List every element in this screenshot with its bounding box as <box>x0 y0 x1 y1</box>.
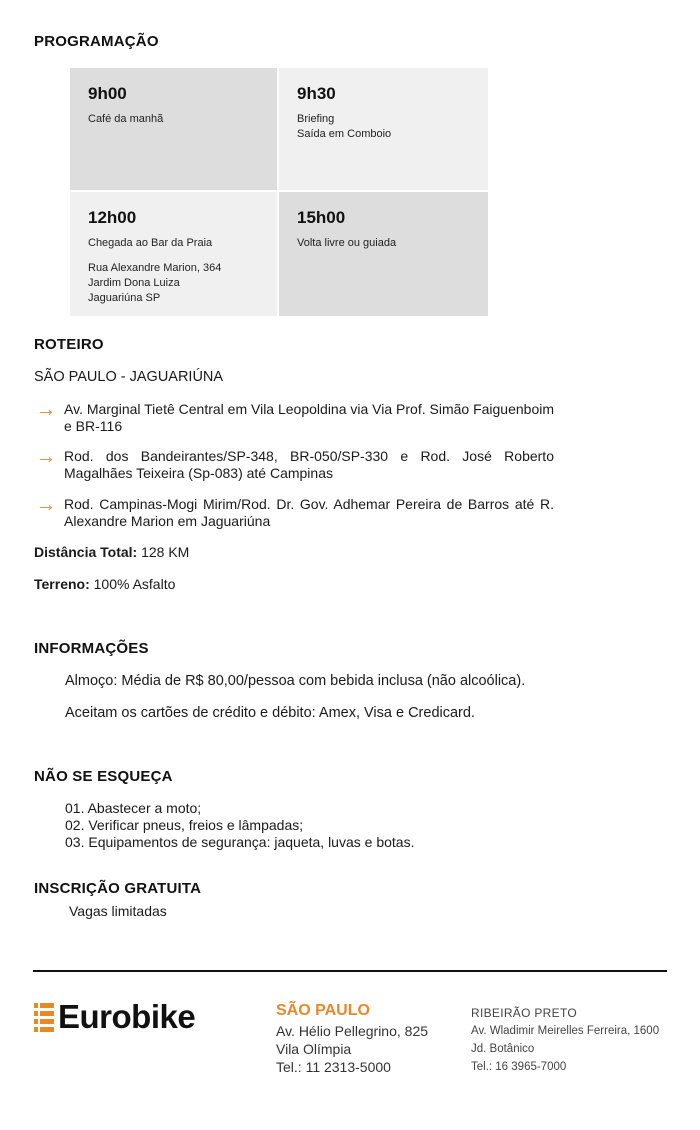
address-ribeirao-preto <box>471 1004 659 1076</box>
inscricao-text: Vagas limitadas <box>69 903 167 919</box>
checklist-item: 02. Verificar pneus, freios e lâmpadas; <box>65 817 304 833</box>
address-line: Jd. Botânico <box>471 1043 535 1055</box>
checklist-item: 01. Abastecer a moto; <box>65 800 202 816</box>
footer-divider <box>33 970 667 972</box>
distance-row <box>34 544 189 560</box>
roteiro-heading: ROTEIRO <box>34 336 104 353</box>
schedule-address-line: Jardim Dona Luiza <box>88 277 180 289</box>
inscricao-heading: INSCRIÇÃO GRATUITA <box>34 880 202 897</box>
schedule-text: Volta livre ou guiada <box>297 237 397 249</box>
terrain-value: 100% Asfalto <box>93 576 176 592</box>
schedule-text: Café da manhã <box>88 113 164 125</box>
route-item <box>36 448 554 482</box>
programacao-heading: PROGRAMAÇÃO <box>34 33 159 50</box>
terrain-row <box>34 576 175 592</box>
route-item <box>36 401 554 435</box>
distance-value: 128 KM <box>141 544 190 560</box>
route-text: Av. Marginal Tietê Central em Vila Leopoldina via Via Prof. Simão Faiguenboim e BR-116 <box>64 401 555 434</box>
address-line: Tel.: 16 3965-7000 <box>471 1061 567 1073</box>
logo-text: Eurobike <box>58 998 196 1035</box>
route-text: Rod. Campinas-Mogi Mirim/Rod. Dr. Gov. Adhemar Pereira de Barros até R. Alexandre Marion em Jaguariúna <box>64 496 554 529</box>
schedule-cell <box>70 192 277 316</box>
address-city: RIBEIRÃO PRETO <box>471 1006 578 1020</box>
arrow-right-icon: → <box>36 446 56 468</box>
address-line: Av. Hélio Pellegrino, 825 <box>276 1023 429 1039</box>
route-subtitle: SÃO PAULO - JAGUARIÚNA <box>34 369 224 385</box>
address-city: SÃO PAULO <box>276 1002 370 1019</box>
schedule-text: Briefing <box>297 113 335 125</box>
schedule-time: 9h30 <box>297 84 336 103</box>
schedule-time: 15h00 <box>297 208 346 227</box>
schedule-grid <box>70 68 488 316</box>
schedule-text: Chegada ao Bar da Praia <box>88 237 213 249</box>
schedule-cell <box>70 68 277 190</box>
schedule-cell <box>279 192 488 316</box>
schedule-address-line: Jaguariúna SP <box>88 292 161 304</box>
info-line: Almoço: Média de R$ 80,00/pessoa com bebida inclusa (não alcoólica). <box>65 673 526 689</box>
info-line: Aceitam os cartões de crédito e débito: Amex, Visa e Credicard. <box>65 705 475 721</box>
address-line: Av. Wladimir Meirelles Ferreira, 1600 <box>471 1025 660 1037</box>
nao-esqueca-heading: NÃO SE ESQUEÇA <box>34 768 173 785</box>
checklist <box>65 800 414 851</box>
schedule-time: 9h00 <box>88 84 127 103</box>
eurobike-logo-icon <box>34 1003 54 1032</box>
informacoes-heading: INFORMAÇÕES <box>34 640 149 657</box>
address-sao-paulo <box>276 1002 428 1076</box>
arrow-right-icon: → <box>36 494 56 516</box>
schedule-text: Saída em Comboio <box>297 128 392 140</box>
route-text: Rod. dos Bandeirantes/SP-348, BR-050/SP-330 e Rod. José Roberto Magalhães Teixeira (Sp-083) até Campinas <box>64 448 554 481</box>
route-item <box>36 496 554 530</box>
terrain-label: Terreno: <box>34 576 90 592</box>
address-line: Tel.: 11 2313-5000 <box>276 1059 391 1075</box>
schedule-time: 12h00 <box>88 208 137 227</box>
distance-label: Distância Total: <box>34 544 138 560</box>
checklist-item: 03. Equipamentos de segurança: jaqueta, luvas e botas. <box>65 834 415 850</box>
schedule-cell <box>279 68 488 190</box>
schedule-address-line: Rua Alexandre Marion, 364 <box>88 262 222 274</box>
arrow-right-icon: → <box>36 399 56 421</box>
eurobike-logo <box>34 998 195 1036</box>
address-line: Vila Olímpia <box>276 1041 352 1057</box>
